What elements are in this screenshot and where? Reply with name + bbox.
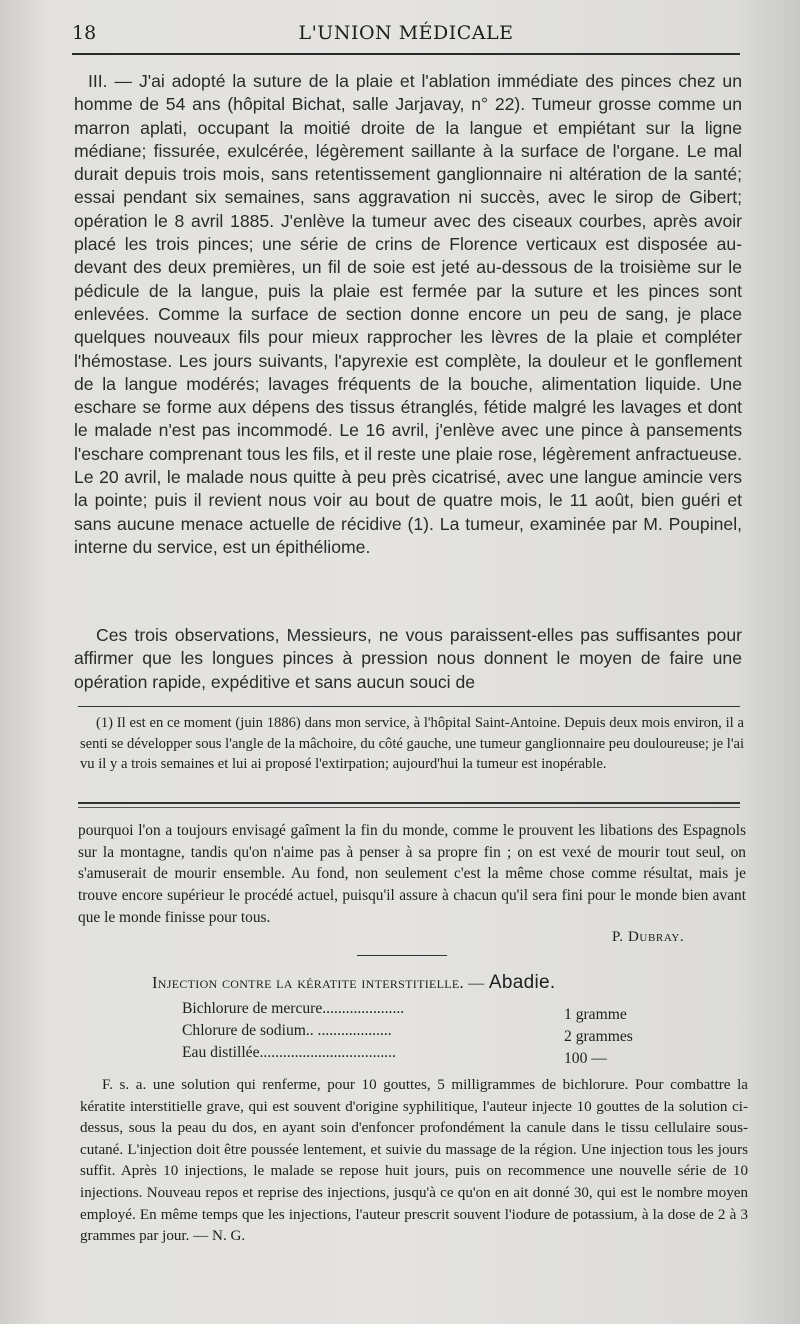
section-separator xyxy=(357,955,447,956)
recipe-title-text: Injection contre la kératite interstitielle. xyxy=(152,973,464,992)
footnote-text: (1) Il est en ce moment (juin 1886) dans mon service, à l'hôpital Saint-Antoine. Depuis deux mois environ, il a senti se développer sous l'angle de la mâchoire, du côté gauche, une tumeur ganglionnaire peu douloureuse; je l'ai vu il y a trois semaines et lui ai proposé l'extirpation; aujourd'hui la tumeur est inopérable. xyxy=(80,715,744,772)
feuilleton-signature: P. Dubray. xyxy=(612,929,685,945)
article-section-iii xyxy=(74,70,742,559)
footnote-rule xyxy=(78,706,740,707)
ingredient-row xyxy=(182,1044,682,1066)
paragraph-conclusion: Ces trois observations, Messieurs, ne vous paraissent-elles pas suffisantes pour affirmer que les longues pinces à pression nous donnent le moyen de faire une opération rapide, expéditive et sans aucun souci de xyxy=(74,625,742,692)
ingredient-name: Bichlorure de mercure..................... xyxy=(182,1000,405,1017)
ingredient-row xyxy=(182,1022,682,1044)
feuilleton-rule-thick xyxy=(78,802,740,804)
page-header xyxy=(72,20,740,48)
ingredient-quantity: 100 — xyxy=(564,1050,607,1067)
recipe-ingredients xyxy=(182,1000,682,1066)
recipe-author: Abadie. xyxy=(488,972,556,993)
ingredient-row xyxy=(182,1000,682,1022)
ingredient-quantity: 1 gramme xyxy=(564,1006,627,1023)
recipe-instructions-text: F. s. a. une solution qui renferme, pour 10 gouttes, 5 milligrammes de bichlorure. Pour combattre la kératite interstitielle grave, qui est souvent d'origine syphilitique, l'auteur injecte 10 gouttes de la solution ci-dessus, sous la peau du dos, en ayant soin d'enfoncer profondément la canule dans le tissu cellulaire sous-cutané. L'injection doit être poussée lentement, et suivie du massage de la région. Une injection tous les jours suffit. Après 10 injections, le malade se repose huit jours, puis on recommence une nouvelle série de 10 injections. Nouveau repos et reprise des injections, jusqu'à ce qu'on en ait donné 30, qui est le nombre moyen employé. En même temps que les injections, l'auteur prescrit souvent l'iodure de potassium, à la dose de 2 à 3 grammes par jour. — N. G. xyxy=(80,1077,748,1245)
article-conclusion xyxy=(74,624,742,694)
ingredient-quantity: 2 grammes xyxy=(564,1028,633,1045)
header-rule xyxy=(72,53,740,55)
recipe-title-dash: — xyxy=(468,975,485,992)
paragraph-observation-iii: III. — J'ai adopté la suture de la plaie et l'ablation immédiate des pinces chez un homme de 54 ans (hôpital Bichat, salle Jarjavay, n° 22). Tumeur grosse comme un marron aplati, occupant la moitié droite de la langue et empiétant sur la ligne médiane; fissurée, exulcérée, légèrement saillante à la surface de l'organe. Le mal durait depuis trois mois, sans retentissement ganglionnaire ni altération de la santé; essai pendant six semaines, sans aggravation ni succès, avec le sirop de Gibert; opération le 8 avril 1885. J'enlève la tumeur avec des ciseaux courbes, après avoir placé les trois pinces; une série de crins de Florence verticaux est disposée au-devant des deux premières, un fil de soie est jeté au-dessous de la troisième sur le pédicule de la langue, puis la plaie est fermée par la suture et les pinces sont enlevées. Comme la surface de section donne encore un peu de sang, je place quelques nouveaux fils pour mieux rapprocher les lèvres de la plaie et compléter l'hémostase. Les jours suivants, l'apyrexie est complète, la douleur et le gonflement de la langue modérés; lavages fréquents de la bouche, alimentation liquide. Une eschare se forme aux dépens des tissus étranglés, fétide malgré les lavages et dont le malade n'est pas incommodé. Le 16 avril, j'enlève avec une pince à pansements l'eschare comprenant tous les fils, et il reste une plaie rose, légèrement anfractueuse. Le 20 avril, le malade nous quitte à peu près cicatrisé, avec une langue amincie vers la pointe; puis il revient nous voir au bout de quatre mois, le 11 août, bien guéri et sans aucune menace actuelle de récidive (1). La tumeur, examinée par M. Poupinel, interne du service, est un épithéliome. xyxy=(74,71,742,557)
ingredient-name: Eau distillée................................... xyxy=(182,1044,396,1061)
feuilleton-section xyxy=(78,820,746,929)
running-title: L'UNION MÉDICALE xyxy=(298,22,514,44)
page-number: 18 xyxy=(72,22,97,44)
recipe-title xyxy=(152,972,555,994)
footnote xyxy=(80,713,744,775)
ingredient-name: Chlorure de sodium.. ................... xyxy=(182,1022,392,1039)
recipe-instructions xyxy=(80,1075,748,1248)
feuilleton-text: pourquoi l'on a toujours envisagé gaîment la fin du monde, comme le prouvent les libations des Espagnols sur la montagne, tandis qu'on n'aime pas à penser à sa propre fin ; on est vexé de mourir tout seul, on s'amuserait de mourir ensemble. Au fond, non seulement c'est la même chose comme résultat, mais je trouve encore supérieur le procédé actuel, puisqu'il assure à chacun qu'il sera fini pour le monde bien avant que le monde finisse pour tous. xyxy=(78,822,746,926)
feuilleton-rule-thin xyxy=(78,807,740,808)
